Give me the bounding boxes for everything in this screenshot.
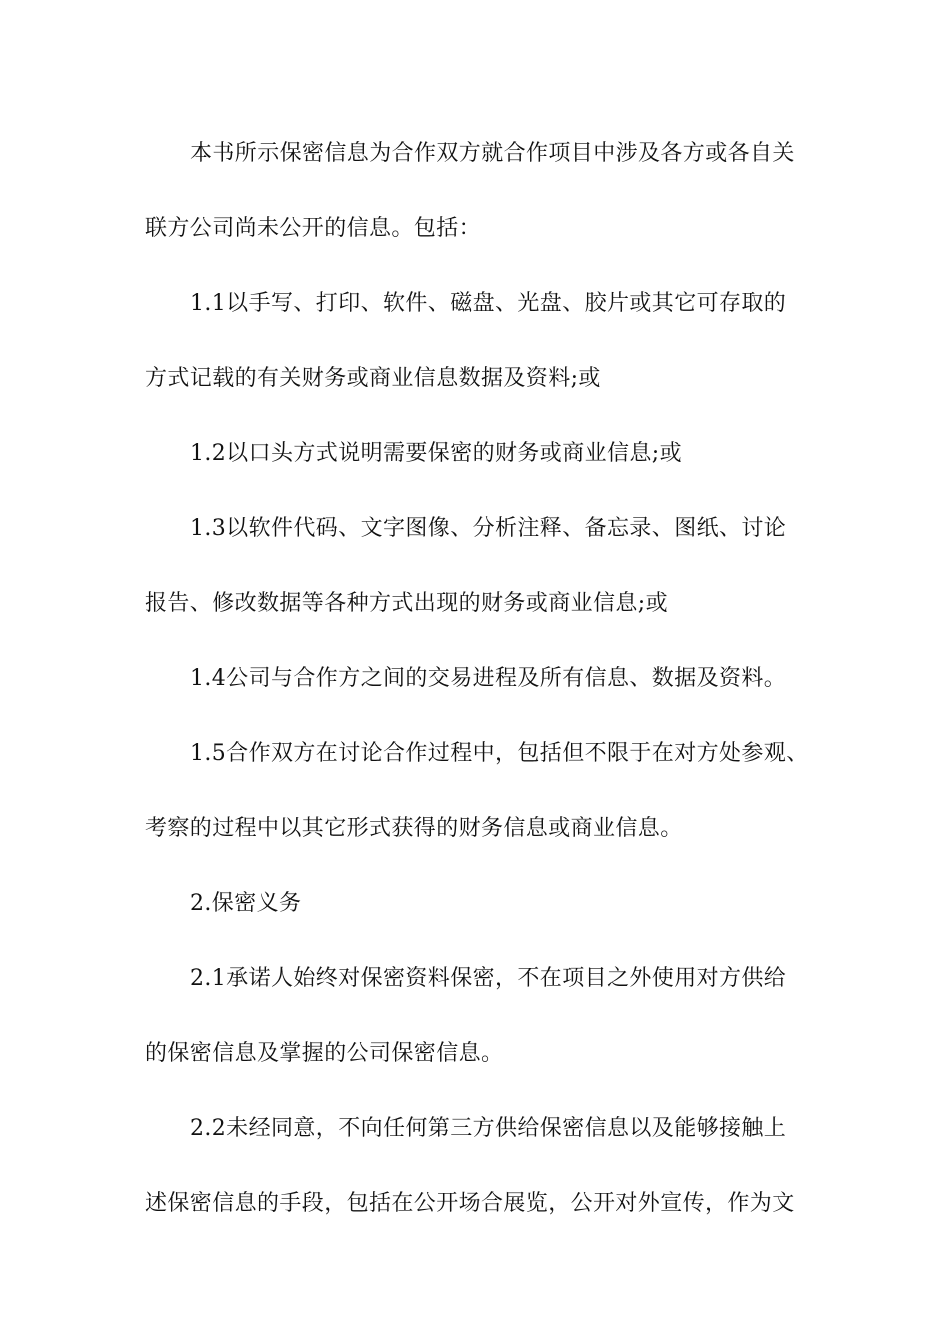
- paragraph-line: 述保密信息的手段，包括在公开场合展览，公开对外宣传，作为文: [145, 1191, 795, 1216]
- paragraph-line: 考察的过程中以其它形式获得的财务信息或商业信息。: [145, 816, 683, 841]
- paragraph-line: 1.2以口头方式说明需要保密的财务或商业信息;或: [190, 441, 683, 466]
- paragraph-line: 1.3以软件代码、文字图像、分析注释、备忘录、图纸、讨论: [190, 516, 787, 541]
- paragraph-line: 的保密信息及掌握的公司保密信息。: [145, 1041, 504, 1066]
- paragraph-line: 报告、修改数据等各种方式出现的财务或商业信息;或: [145, 591, 669, 616]
- paragraph-line: 本书所示保密信息为合作双方就合作项目中涉及各方或各自关: [190, 141, 795, 166]
- paragraph-line: 联方公司尚未公开的信息。包括：: [145, 216, 482, 241]
- paragraph-line: 1.5合作双方在讨论合作过程中，包括但不限于在对方处参观、: [190, 741, 809, 766]
- paragraph-line: 方式记载的有关财务或商业信息数据及资料;或: [145, 366, 601, 391]
- paragraph-line: 2.1承诺人始终对保密资料保密，不在项目之外使用对方供给: [190, 966, 787, 991]
- paragraph-line: 1.4公司与合作方之间的交易进程及所有信息、数据及资料。: [190, 666, 787, 691]
- paragraph-line: 1.1以手写、打印、软件、磁盘、光盘、胶片或其它可存取的: [190, 291, 787, 316]
- section-heading: 2.保密义务: [190, 891, 302, 916]
- paragraph-line: 2.2未经同意，不向任何第三方供给保密信息以及能够接触上: [190, 1116, 787, 1141]
